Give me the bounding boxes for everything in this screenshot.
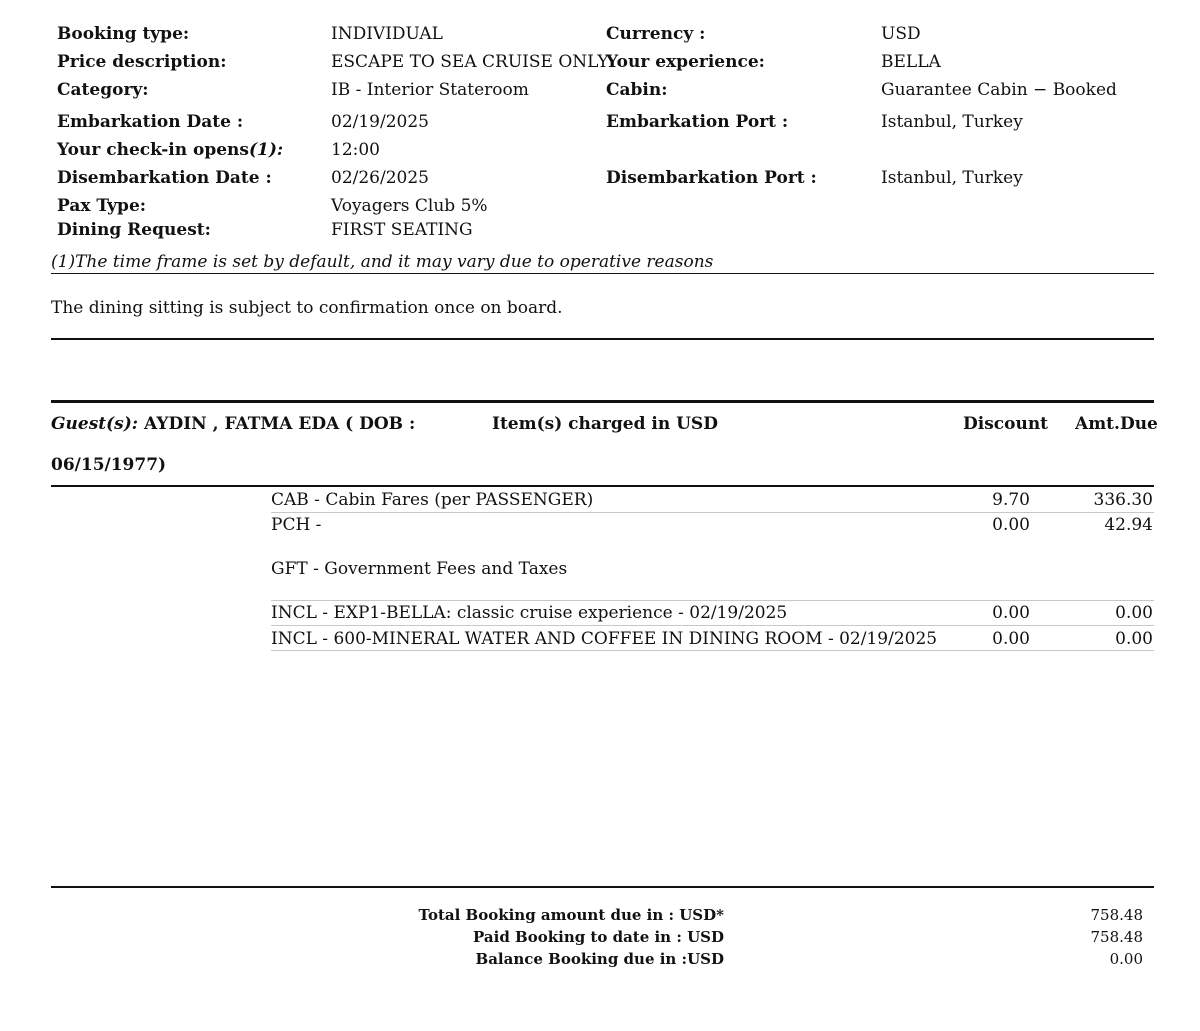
charge-item-discount: 0.00 bbox=[992, 603, 1030, 623]
cabin-label: Cabin: bbox=[606, 80, 668, 100]
charge-item-amount: 42.94 bbox=[1104, 515, 1153, 535]
paid-to-date-label: Paid Booking to date in : USD bbox=[473, 928, 724, 946]
pax-type-label: Pax Type: bbox=[57, 196, 147, 216]
disembarkation-port-value: Istanbul, Turkey bbox=[881, 168, 1023, 188]
charge-item-desc: GFT - Government Fees and Taxes bbox=[271, 559, 568, 579]
row-divider bbox=[271, 600, 1154, 601]
charge-item-amount: 0.00 bbox=[1115, 603, 1153, 623]
guest-label: Guest(s): bbox=[51, 414, 139, 434]
embarkation-port-label: Embarkation Port : bbox=[606, 112, 789, 132]
dining-request-label: Dining Request: bbox=[57, 220, 211, 240]
guest-name bbox=[51, 413, 415, 435]
embarkation-date-value: 02/19/2025 bbox=[331, 112, 429, 132]
checkin-footnote-ref: (1): bbox=[248, 140, 284, 160]
price-description-label: Price description: bbox=[57, 52, 227, 72]
charge-item-desc: INCL - EXP1-BELLA: classic cruise experience - 02/19/2025 bbox=[271, 603, 788, 623]
charge-item-discount: 9.70 bbox=[992, 490, 1030, 510]
pax-type-value: Voyagers Club 5% bbox=[331, 196, 488, 216]
currency-label: Currency : bbox=[606, 24, 706, 44]
booking-type-value: INDIVIDUAL bbox=[331, 24, 443, 44]
booking-type-label: Booking type: bbox=[57, 24, 190, 44]
divider bbox=[51, 338, 1154, 340]
discount-header: Discount bbox=[963, 414, 1049, 434]
guest-dob: 06/15/1977) bbox=[51, 455, 167, 475]
items-header: Item(s) charged in USD bbox=[492, 414, 718, 434]
charge-item-discount: 0.00 bbox=[992, 629, 1030, 649]
checkin-opens-label-text: Your check-in opens bbox=[57, 140, 249, 160]
embarkation-date-label: Embarkation Date : bbox=[57, 112, 244, 132]
total-due-label: Total Booking amount due in : USD* bbox=[418, 906, 724, 924]
guest-name-text: AYDIN , FATMA EDA ( DOB : bbox=[143, 414, 416, 434]
total-due-value: 758.48 bbox=[1090, 906, 1143, 924]
checkin-opens-value: 12:00 bbox=[331, 140, 380, 160]
embarkation-port-value: Istanbul, Turkey bbox=[881, 112, 1023, 132]
balance-due-value: 0.00 bbox=[1109, 950, 1143, 968]
table-top-rule bbox=[51, 400, 1154, 403]
cabin-value: Guarantee Cabin − Booked bbox=[881, 80, 1117, 100]
dining-note: The dining sitting is subject to confirmation once on board. bbox=[51, 298, 563, 318]
totals-rule bbox=[51, 886, 1154, 888]
checkin-opens-label bbox=[57, 139, 283, 161]
paid-to-date-value: 758.48 bbox=[1090, 928, 1143, 946]
disembarkation-date-value: 02/26/2025 bbox=[331, 168, 429, 188]
amount-header: Amt.Due bbox=[1075, 414, 1158, 434]
charge-item-amount: 0.00 bbox=[1115, 629, 1153, 649]
divider bbox=[51, 273, 1154, 274]
currency-value: USD bbox=[881, 24, 921, 44]
disembarkation-port-label: Disembarkation Port : bbox=[606, 168, 817, 188]
dining-request-value: FIRST SEATING bbox=[331, 220, 473, 240]
charge-item-discount: 0.00 bbox=[992, 515, 1030, 535]
category-value: IB - Interior Stateroom bbox=[331, 80, 529, 100]
experience-value: BELLA bbox=[881, 52, 941, 72]
charge-item-desc: CAB - Cabin Fares (per PASSENGER) bbox=[271, 490, 594, 510]
row-divider bbox=[271, 625, 1154, 626]
footnote: (1)The time frame is set by default, and it may vary due to operative reasons bbox=[51, 252, 714, 272]
experience-label: Your experience: bbox=[606, 52, 765, 72]
charge-item-amount: 336.30 bbox=[1093, 490, 1153, 510]
disembarkation-date-label: Disembarkation Date : bbox=[57, 168, 272, 188]
row-divider bbox=[271, 512, 1154, 513]
balance-due-label: Balance Booking due in :USD bbox=[475, 950, 724, 968]
category-label: Category: bbox=[57, 80, 149, 100]
charge-item-desc: PCH - bbox=[271, 515, 322, 535]
table-header-rule bbox=[51, 485, 1154, 487]
charge-item-desc: INCL - 600-MINERAL WATER AND COFFEE IN DINING ROOM - 02/19/2025 bbox=[271, 629, 938, 649]
row-divider bbox=[271, 650, 1154, 651]
price-description-value: ESCAPE TO SEA CRUISE ONLY bbox=[331, 52, 609, 72]
